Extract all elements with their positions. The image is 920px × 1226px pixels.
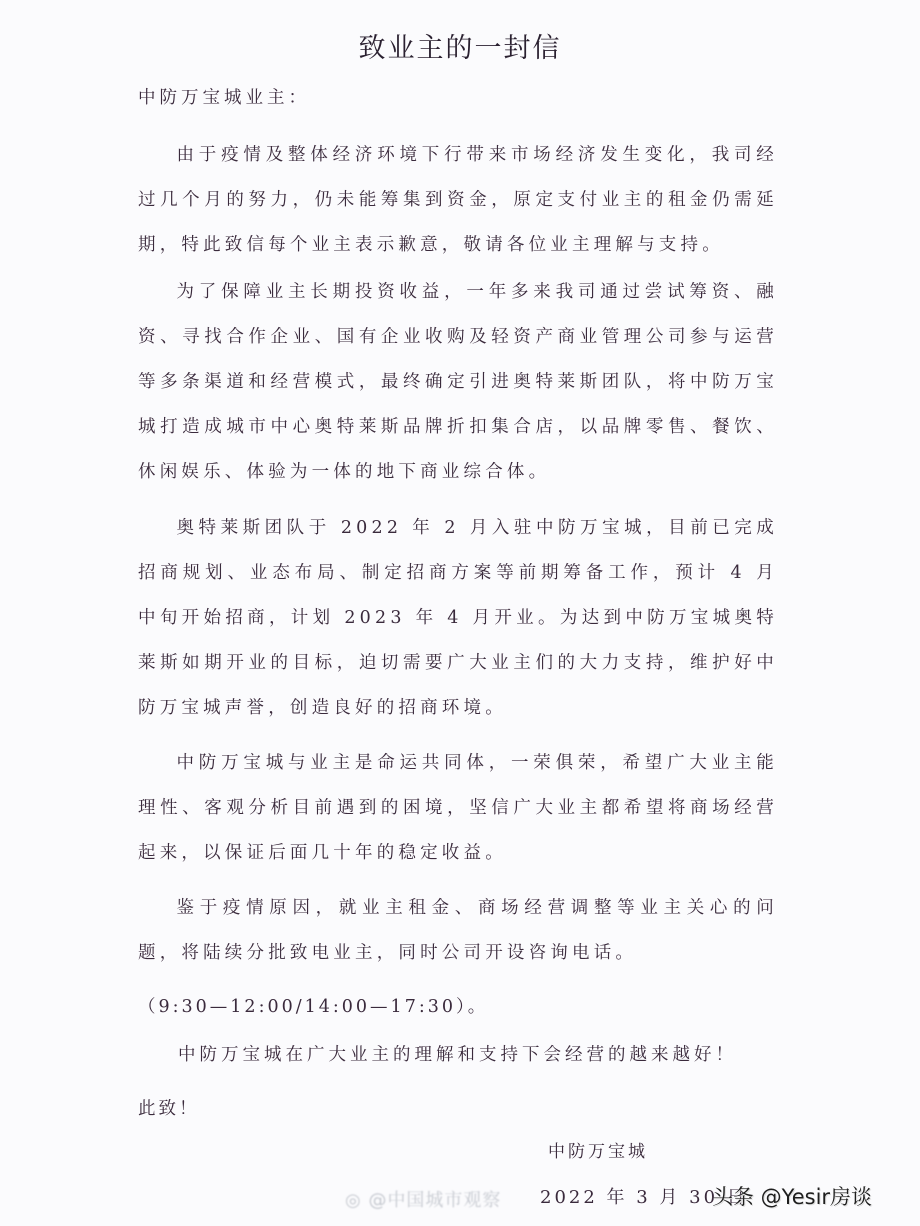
paragraph-3: 奥特莱斯团队于 2022 年 2 月入驻中防万宝城，目前已完成招商规划、业态布局、制定招商方案等前期筹备工作，预计 4 月中旬开始招商，计划 2023 年 4 月开业。为达到中防万宝城奥特莱斯如期开业的目标，迫切需要广大业主们的大力支持，维护好中防万宝城声誉，创造良好的招商环境。 (138, 518, 778, 718)
date: 2022 年 3 月 30 日 (540, 1187, 748, 1208)
weibo-watermark: ◎ @中国城市观察 (345, 1190, 502, 1211)
paragraph-4: 中防万宝城与业主是命运共同体，一荣俱荣，希望广大业主能理性、客观分析目前遇到的困境，坚信广大业主都希望将商场经营起来，以保证后面几十年的稳定收益。 (138, 753, 778, 863)
closing-paragraph: 中防万宝城在广大业主的理解和支持下会经营的越来越好！ (178, 1045, 737, 1065)
paragraph-1: 由于疫情及整体经济环境下行带来市场经济发生变化，我司经过几个月的努力，仍未能筹集到资金，原定支付业主的租金仍需延期，特此致信每个业主表示歉意，敬请各位业主理解与支持。 (138, 145, 778, 255)
signature: 中防万宝城 (548, 1142, 648, 1162)
paragraph-5: 鉴于疫情原因，就业主租金、商场经营调整等业主关心的问题，将陆续分批致电业主，同时公司开设咨询电话。 (138, 898, 778, 963)
toutiao-watermark: 头条 @Yesir房谈 (712, 1185, 873, 1209)
letter-title: 致业主的一封信 (358, 33, 562, 64)
salutation: 中防万宝城业主： (138, 88, 310, 108)
paragraph-2: 为了保障业主长期投资收益，一年多来我司通过尝试筹资、融资、寻找合作企业、国有企业收购及轻资产商业管理公司参与运营等多条渠道和经营模式，最终确定引进奥特莱斯团队，将中防万宝城打造成城市中心奥特莱斯品牌折扣集合店，以品牌零售、餐饮、休闲娱乐、体验为一体的地下商业综合体。 (138, 282, 778, 482)
closing: 此致！ (138, 1099, 200, 1119)
hours-line: （9:30—12:00/14:00—17:30）。 (138, 997, 489, 1017)
weibo-icon: ◎ (345, 1190, 369, 1211)
